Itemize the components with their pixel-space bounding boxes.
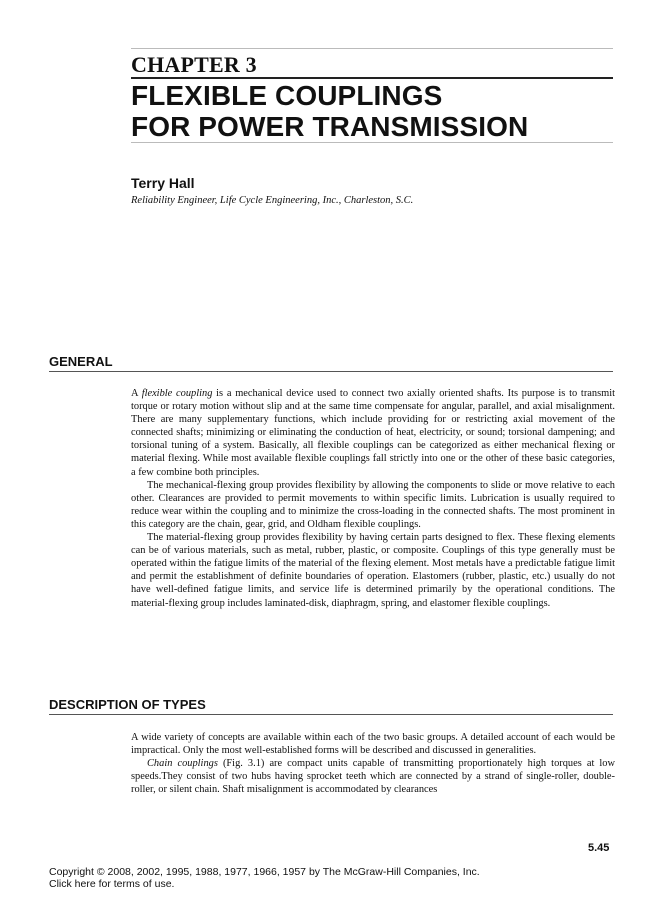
paragraph-text: (Fig. 3.1) are compact units capable of transmitting proportionately high torques at low speeds.They consist of two hubs having sprocket teeth which are connected by a strand of single-roller, double-roller, or silent chain. Shaft misalignment is accommodated by clearances (131, 758, 615, 796)
term-flexible-coupling: flexible coupling (141, 388, 213, 399)
types-paragraph-2 (131, 757, 615, 796)
general-paragraph-3: The material-flexing group provides flexibility by having certain parts designed to flex. These flexing elements can be of various materials, such as metal, rubber, plastic, or composite. Couplings of this type generally must be operated within the fatigue limits of the material of the flexing element. Most metals have a predictable fatigue limit and permit the establishment of definite boundaries of operation. Elastomers (rubber, plastic, etc.) usually do not have well-defined fatigue limits, and service life is determined primarily by the operational conditions. The material-flexing group includes laminated-disk, diaphragm, spring, and elastomer flexible couplings. (131, 532, 615, 609)
title-rule (131, 142, 613, 143)
term-chain-couplings: Chain couplings (147, 758, 218, 770)
chapter-title-line-1: FLEXIBLE COUPLINGS (131, 80, 443, 111)
author-affiliation: Reliability Engineer, Life Cycle Engineering, Inc., Charleston, S.C. (131, 195, 414, 206)
section-rule-general (49, 371, 613, 372)
general-paragraph-2: The mechanical-flexing group provides flexibility by allowing the components to slide or move relative to each other. Clearances are provided to permit movements to within specific limits. Lubrication is usually required to reduce wear within the coupling and to minimize the cross-loading in the connected shafts. The most prominent in this category are the chain, gear, grid, and Oldham flexible couplings. (131, 479, 615, 530)
terms-of-use-link[interactable]: Click here for terms of use. (49, 878, 175, 890)
chapter-label: CHAPTER 3 (131, 52, 257, 77)
chapter-title-line-2: FOR POWER TRANSMISSION (131, 111, 529, 142)
section-heading-general: GENERAL (49, 354, 113, 369)
section-heading-description-of-types: DESCRIPTION OF TYPES (49, 697, 206, 712)
top-rule (131, 48, 613, 49)
author-name: Terry Hall (131, 175, 195, 191)
paragraph-text: is a mechanical device used to connect two axially oriented shafts. Its purpose is to transmit torque or rotary motion without slip and at the same time compensate for angular, parallel, and axial misalignment. There are many supplementary functions, which include providing for or restricting axial movement of the connected shafts; minimizing or eliminating the conduction of heat, electricity, or sound; torsional dampening; and torsional tuning of a system. Basically, all flexible couplings can be categorized as either mechanical flexing or material flexing. While most available flexible couplings fall strictly into one or the other of these basic categories, a few combine both principles. (131, 388, 615, 478)
copyright-notice: Copyright © 2008, 2002, 1995, 1988, 1977, 1966, 1957 by The McGraw-Hill Companies, Inc. (49, 866, 480, 878)
section-rule-types (49, 714, 613, 715)
chapter-rule (131, 77, 613, 79)
footer (49, 866, 480, 890)
paragraph-text: A (131, 388, 142, 399)
page-number: 5.45 (588, 842, 610, 854)
general-body (131, 387, 615, 610)
types-paragraph-1: A wide variety of concepts are available within each of the two basic groups. A detailed account of each would be impractical. Only the most well-established forms will be described and discussed in generalities. (131, 732, 615, 757)
types-body (131, 731, 615, 796)
general-paragraph-1 (131, 387, 615, 479)
chapter-title (131, 80, 528, 142)
